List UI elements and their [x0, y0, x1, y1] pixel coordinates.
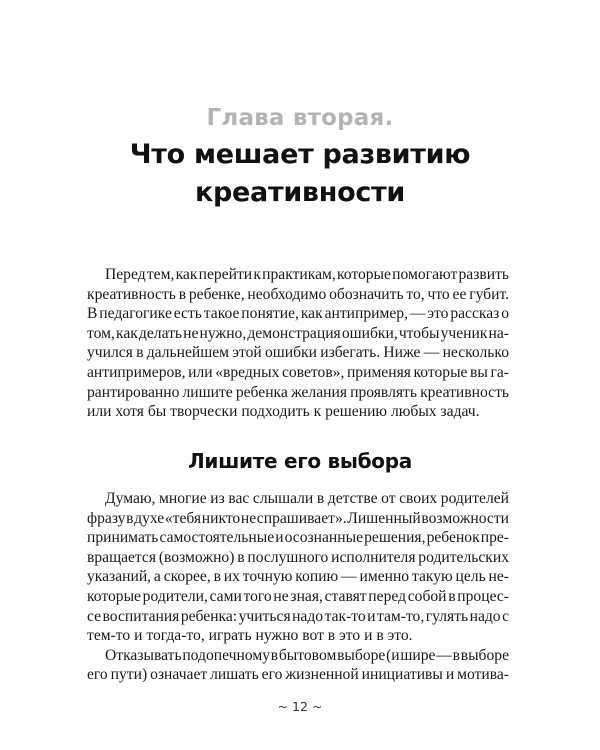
text-line: указаний, а скорее, в их точную копию — именно такую цель не-: [87, 568, 509, 586]
text-line: вращается (возможно) в послушного исполнителя родительских: [87, 548, 509, 566]
text-line: которые родители, сами того не зная, ставят перед собой в процес-: [87, 587, 509, 605]
chapter-label: Глава вторая.: [206, 105, 394, 131]
text-line: принимать самостоятельные и осознанные решения, ребенок пре-: [87, 529, 509, 547]
text-line: том, как делать не нужно, демонстрация ошибки, чтобы ученик на-: [87, 324, 509, 342]
text-line: антипримеров, или «вредных советов», применяя которые вы га-: [87, 363, 509, 381]
text-line: или хотя бы творчески подходить к решению любых задач.: [87, 403, 480, 421]
text-line: фразу в духе «тебя никто не спрашивает». Лишенный возможности: [87, 509, 509, 527]
text-line: Отказывать подопечному в бытовом выборе (и шире — в выборе: [105, 646, 509, 664]
text-line: рантированно лишите ребенка желания проявлять креативность: [87, 383, 509, 401]
section-heading: Лишите его выбора: [188, 449, 412, 473]
section-body: [87, 489, 509, 685]
text-line: креативность в ребенке, необходимо обозначить то, что ее губит.: [87, 285, 509, 303]
text-line: тем-то и тогда-то, играть нужно вот в это и в это.: [87, 627, 413, 645]
text-line: его пути) означает лишать его жизненной инициативы и мотива-: [87, 666, 509, 684]
text-line: Перед тем, как перейти к практикам, которые помогают развить: [105, 266, 509, 283]
chapter-title-line: креативности: [194, 177, 405, 208]
page-number: ~ 12 ~: [277, 699, 323, 714]
text-line: се воспитания ребенка: учиться надо так-то и там-то, гулять надо с: [87, 607, 509, 625]
text-line: В педагогике есть такое понятие, как антипример, — это рассказ о: [87, 305, 509, 323]
chapter-title-line: Что мешает развитию: [129, 139, 471, 170]
text-line: учился в дальнейшем этой ошибки избегать. Ниже — несколько: [87, 344, 509, 362]
chapter-title: [0, 136, 600, 212]
intro-paragraph: [87, 265, 509, 422]
text-line: Думаю, многие из вас слышали в детстве от своих родителей: [105, 490, 509, 507]
